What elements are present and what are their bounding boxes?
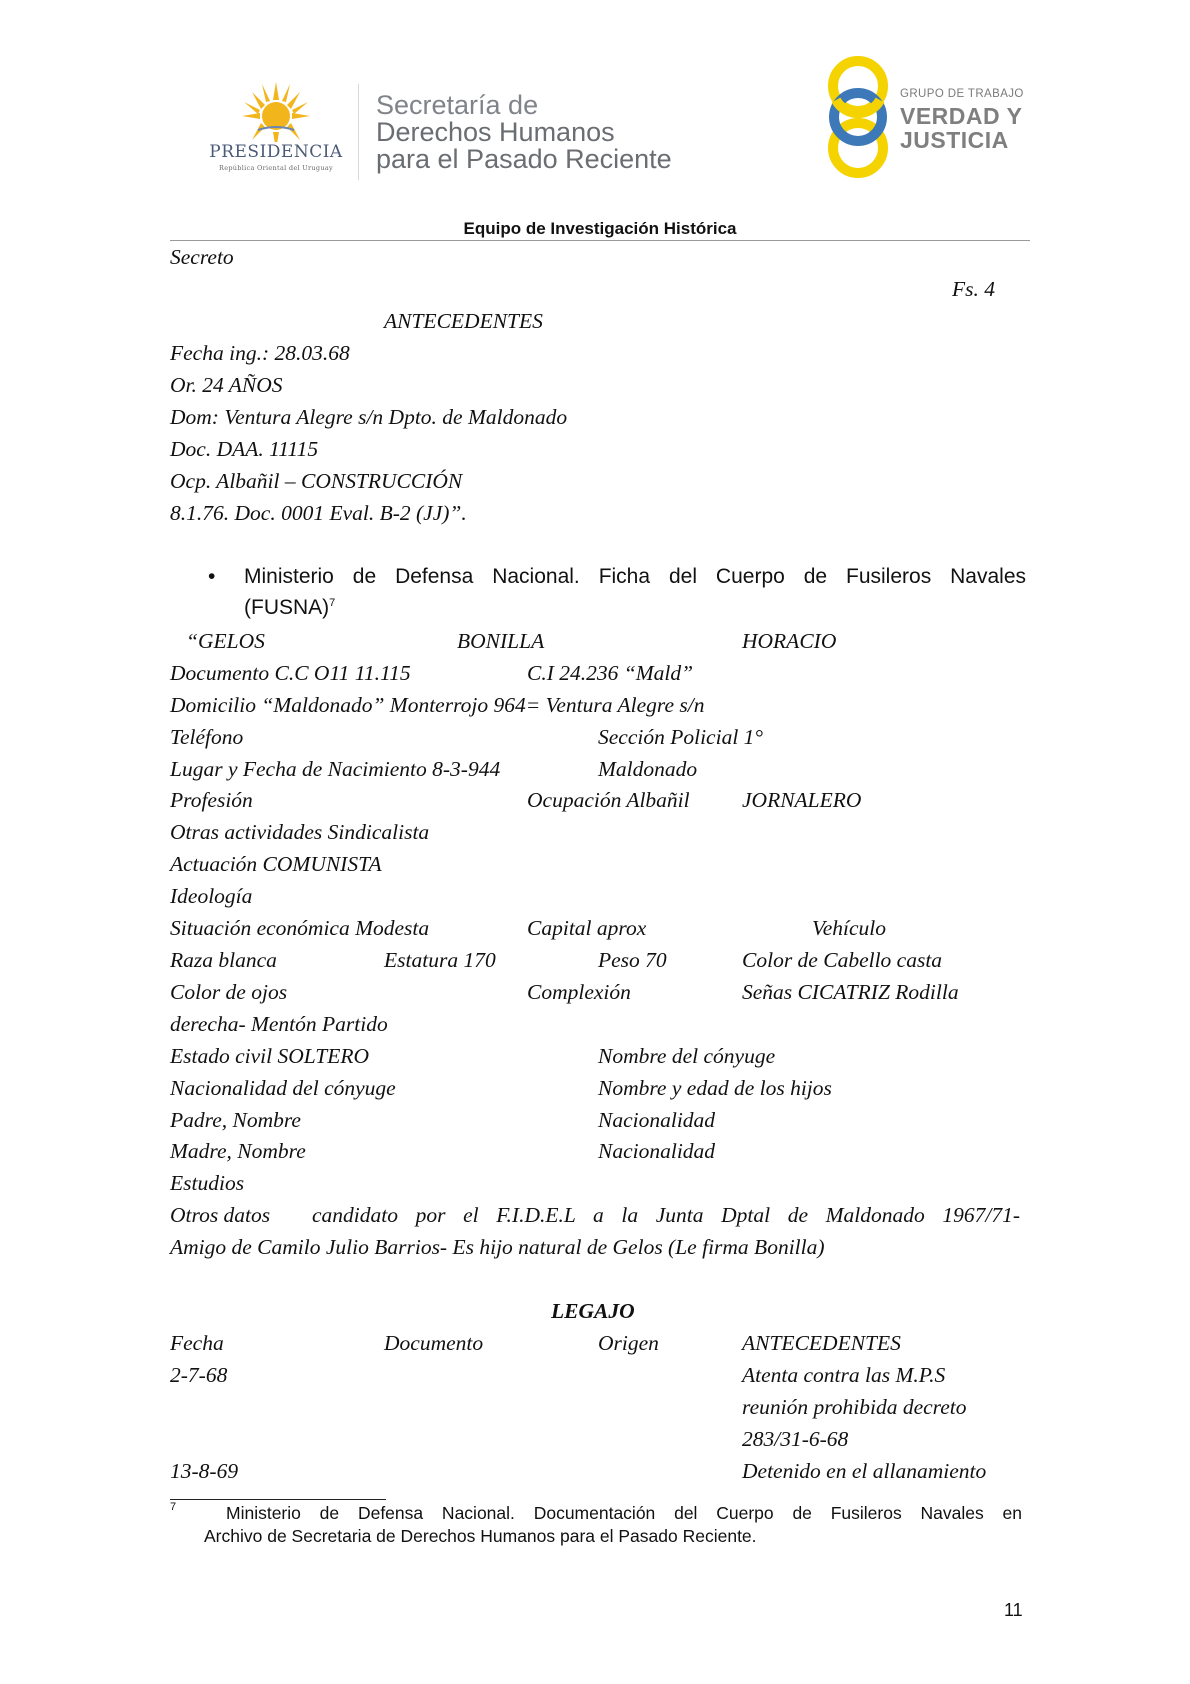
ficha-complexion: Complexión [527,980,631,1004]
gtvj-small-label: GRUPO DE TRABAJO [900,88,1024,100]
antecedente-line: Ocp. Albañil – CONSTRUCCIÓN [170,469,463,493]
antecedente-line: Or. 24 AÑOS [170,373,283,397]
ficha-ojos: Color de ojos [170,980,288,1004]
presidencia-title: PRESIDENCIA [209,142,343,162]
secreto-label: Secreto [170,245,234,269]
gtvj-justicia-label: JUSTICIA [900,127,1009,153]
legajo-header-documento: Documento [384,1331,484,1355]
ficha-derecha: derecha- Mentón Partido [170,1012,388,1036]
legajo-row-fecha: 2-7-68 [170,1363,228,1387]
presidencia-subtitle: República Oriental del Uruguay [219,164,333,172]
secretaria-logo [376,92,706,173]
ficha-estudios: Estudios [170,1171,245,1195]
legajo-title: LEGAJO [551,1299,635,1323]
verdad-justicia-logo [826,56,1036,180]
ficha-raza: Raza blanca [170,948,277,972]
ficha-padre: Padre, Nombre [170,1108,301,1132]
ficha-gelos: “GELOS [186,629,265,653]
secretaria-line-1: Secretaría de [376,90,539,120]
bullet-line-1: Ministerio de Defensa Nacional. Ficha del Cuerpo de Fusileros Navales [244,565,1026,588]
ficha-profesion: Profesión [170,788,253,812]
sun-emblem-icon [236,80,316,142]
logo-divider [358,84,359,180]
presidencia-logo [196,80,356,180]
antecedente-line: Fecha ing.: 28.03.68 [170,341,350,365]
ficha-capital: Capital aprox [527,916,647,940]
legajo-header-antecedentes: ANTECEDENTES [742,1331,901,1355]
footnote-number: 7 [170,1501,177,1513]
ficha-lugar-nacimiento: Lugar y Fecha de Nacimiento 8-3-944 [170,757,501,781]
ficha-otros-datos-line-2: Amigo de Camilo Julio Barrios- Es hijo natural de Gelos (Le firma Bonilla) [170,1235,825,1259]
secretaria-line-3: para el Pasado Reciente [376,144,672,174]
ficha-horacio: HORACIO [742,629,837,653]
ficha-telefono: Teléfono [170,725,244,749]
ficha-otros-datos-text: candidato por el F.I.D.E.L a la Junta Dptal de Maldonado 1967/71- [312,1203,1020,1227]
antecedentes-title: ANTECEDENTES [384,309,543,333]
ficha-nombre-hijos: Nombre y edad de los hijos [598,1076,832,1100]
ficha-senas: Señas CICATRIZ Rodilla [742,980,959,1004]
ficha-estado-civil: Estado civil SOLTERO [170,1044,370,1068]
footnote-line-2: Archivo de Secretaria de Derechos Humanos para el Pasado Reciente. [204,1526,757,1546]
folio-label: Fs. 4 [952,277,995,301]
bullet-marker: • [208,565,216,588]
ficha-ocupacion: Ocupación Albañil [527,788,690,812]
ficha-nacionalidad-conyuge: Nacionalidad del cónyuge [170,1076,396,1100]
ficha-ci: C.I 24.236 “Mald” [527,661,694,685]
legajo-row-fecha: 13-8-69 [170,1459,239,1483]
footnote-ref: 7 [329,597,336,609]
antecedente-line: Dom: Ventura Alegre s/n Dpto. de Maldonado [170,405,568,429]
ficha-situacion: Situación económica Modesta [170,916,430,940]
legajo-row-antecedente: Detenido en el allanamiento [742,1459,987,1483]
header-rule [170,240,1030,241]
ficha-domicilio: Domicilio “Maldonado” Monterrojo 964= Ventura Alegre s/n [170,693,705,717]
ficha-actuacion: Actuación COMUNISTA [170,852,382,876]
ficha-otros-datos-label: Otros datos [170,1203,271,1227]
footnote-rule [170,1499,386,1500]
ficha-nacionalidad-padre: Nacionalidad [598,1108,716,1132]
secretaria-line-2: Derechos Humanos [376,117,615,147]
ficha-seccion: Sección Policial 1° [598,725,764,749]
interlocked-rings-icon [826,56,906,180]
antecedente-line: Doc. DAA. 11115 [170,437,319,461]
legajo-header-origen: Origen [598,1331,659,1355]
legajo-row-antecedente: 283/31-6-68 [742,1427,849,1451]
ficha-madre: Madre, Nombre [170,1139,306,1163]
bullet-line-2 [244,596,335,620]
footnote-line-1: Ministerio de Defensa Nacional. Documentación del Cuerpo de Fusileros Navales en [226,1503,1022,1523]
ficha-estatura: Estatura 170 [384,948,496,972]
ficha-documento: Documento C.C O11 11.115 [170,661,411,685]
ficha-nacionalidad-madre: Nacionalidad [598,1139,716,1163]
team-heading: Equipo de Investigación Histórica [463,219,737,238]
ficha-vehiculo: Vehículo [812,916,887,940]
legajo-row-antecedente: reunión prohibida decreto [742,1395,967,1419]
ficha-jornalero: JORNALERO [742,788,862,812]
bullet-fusna: (FUSNA) [244,596,330,619]
ficha-ideologia: Ideología [170,884,253,908]
page-number: 11 [1004,1600,1023,1620]
ficha-nombre-conyuge: Nombre del cónyuge [598,1044,776,1068]
legajo-header-fecha: Fecha [170,1331,224,1355]
ficha-otras-actividades: Otras actividades Sindicalista [170,820,430,844]
legajo-row-antecedente: Atenta contra las M.P.S [742,1363,946,1387]
antecedente-line: 8.1.76. Doc. 0001 Eval. B-2 (JJ)”. [170,501,467,525]
ficha-cabello: Color de Cabello casta [742,948,943,972]
gtvj-verdad-label: VERDAD Y [900,103,1023,129]
ficha-bonilla: BONILLA [457,629,545,653]
ficha-maldonado: Maldonado [598,757,698,781]
ficha-peso: Peso 70 [598,948,667,972]
